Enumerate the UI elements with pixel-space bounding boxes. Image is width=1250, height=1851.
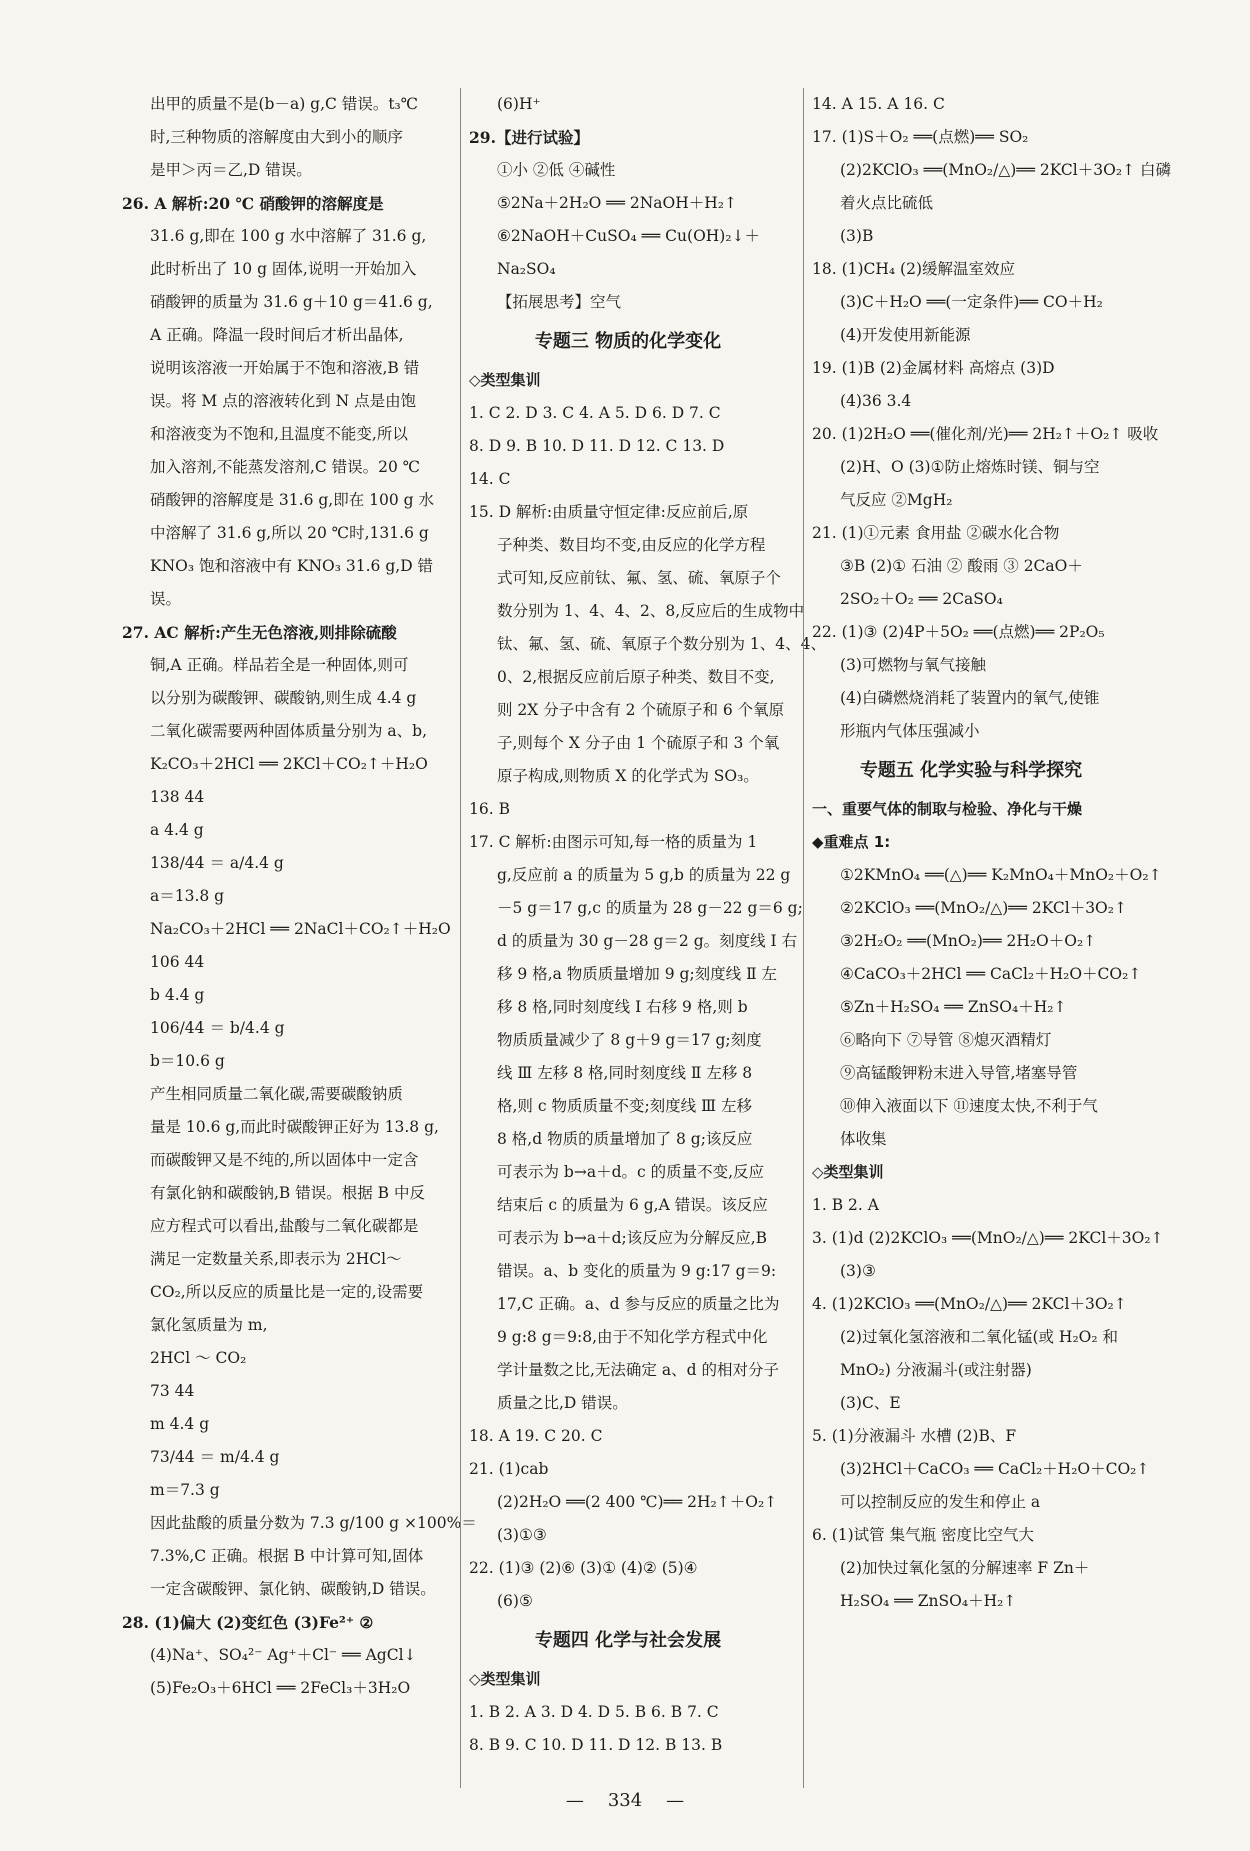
text-line: m＝7.3 g <box>150 1481 220 1499</box>
text-line: (2)加快过氧化氢的分解速率 F Zn＋ <box>840 1559 1090 1577</box>
text-line: 移 8 格,同时刻度线 Ⅰ 右移 9 格,则 b <box>497 998 748 1016</box>
text-line: 16. B <box>469 800 510 818</box>
text-line: m 4.4 g <box>150 1415 210 1433</box>
text-line: 29.【进行试验】 <box>469 128 589 147</box>
text-line: H₂SO₄ ══ ZnSO₄＋H₂↑ <box>840 1592 1017 1610</box>
text-line: 出甲的质量不是(b－a) g,C 错误。t₃℃ <box>150 95 419 113</box>
text-line: 可表示为 b→a＋d。c 的质量不变,反应 <box>497 1163 765 1181</box>
text-line: 误。将 M 点的溶液转化到 N 点是由饱 <box>150 392 417 410</box>
text-line: a＝13.8 g <box>150 887 225 905</box>
text-line: ①小 ②低 ④碱性 <box>497 161 616 179</box>
text-line: 5. (1)分液漏斗 水槽 (2)B、F <box>812 1427 1017 1445</box>
text-line: ⑥2NaOH＋CuSO₄ ══ Cu(OH)₂↓＋ <box>497 227 761 245</box>
text-line: 说明该溶液一开始属于不饱和溶液,B 错 <box>150 359 420 377</box>
text-line: (2)过氧化氢溶液和二氧化锰(或 H₂O₂ 和 <box>840 1328 1119 1346</box>
text-line: 18. A 19. C 20. C <box>469 1427 603 1445</box>
text-line: 错误。a、b 变化的质量为 9 g:17 g＝9: <box>497 1262 777 1280</box>
text-line: (3)③ <box>840 1262 876 1280</box>
text-line: 以分别为碳酸钾、碳酸钠,则生成 4.4 g <box>150 689 417 707</box>
text-line: 19. (1)B (2)金属材料 高熔点 (3)D <box>812 359 1055 377</box>
text-line: 格,则 c 物质质量不变;刻度线 Ⅲ 左移 <box>497 1097 752 1115</box>
text-line: 28. (1)偏大 (2)变红色 (3)Fe²⁺ ② <box>122 1613 374 1632</box>
text-line: (3)B <box>840 227 874 245</box>
text-line: 17. (1)S＋O₂ ══(点燃)══ SO₂ <box>812 128 1029 146</box>
text-line: ①2KMnO₄ ══(△)══ K₂MnO₄＋MnO₂＋O₂↑ <box>840 866 1162 884</box>
text-line: 21. (1)cab <box>469 1460 549 1478</box>
text-line: (4)白磷燃烧消耗了装置内的氧气,使锥 <box>840 689 1100 707</box>
text-line: 误。 <box>150 590 182 608</box>
text-line: 14. C <box>469 470 511 488</box>
text-line: 产生相同质量二氧化碳,需要碳酸钠质 <box>150 1085 403 1103</box>
text-line: 则 2X 分子中含有 2 个硫原子和 6 个氧原 <box>497 701 785 719</box>
section-heading: 专题五 化学实验与科学探究 <box>859 760 1083 781</box>
text-line: 加入溶剂,不能蒸发溶剂,C 错误。20 ℃ <box>150 458 421 476</box>
text-line: (4)Na⁺、SO₄²⁻ Ag⁺＋Cl⁻ ══ AgCl↓ <box>150 1646 417 1664</box>
page-number-value: 334 <box>607 1790 643 1811</box>
text-line: (2)2H₂O ══(2 400 ℃)══ 2H₂↑＋O₂↑ <box>497 1493 778 1511</box>
text-line: 量是 10.6 g,而此时碳酸钾正好为 13.8 g, <box>150 1118 439 1136</box>
text-line: 和溶液变为不饱和,且温度不能变,所以 <box>150 425 408 443</box>
text-line: 106/44 ＝ b/4.4 g <box>150 1019 285 1037</box>
text-line: 0、2,根据反应前后原子种类、数目不变, <box>497 668 775 686</box>
text-line: 硝酸钾的溶解度是 31.6 g,即在 100 g 水 <box>150 491 435 509</box>
text-line: 17. C 解析:由图示可知,每一格的质量为 1 <box>469 833 758 851</box>
text-line: 2HCl ～ CO₂ <box>150 1349 247 1367</box>
text-line: Na₂SO₄ <box>497 260 556 278</box>
text-line: 钛、氟、氢、硫、氧原子个数分别为 1、4、4、 <box>497 635 827 653</box>
text-line: (3)①③ <box>497 1526 547 1544</box>
text-line: 体收集 <box>840 1130 887 1148</box>
subsection-heading: ◇类型集训 <box>469 371 541 389</box>
text-line: 106 44 <box>150 953 205 971</box>
text-line: 满足一定数量关系,即表示为 2HCl～ <box>150 1250 402 1268</box>
text-line: 22. (1)③ (2)⑥ (3)① (4)② (5)④ <box>469 1559 698 1577</box>
text-line: 18. (1)CH₄ (2)缓解温室效应 <box>812 260 1016 278</box>
text-line: 8. B 9. C 10. D 11. D 12. B 13. B <box>469 1736 723 1754</box>
text-line: 1. C 2. D 3. C 4. A 5. D 6. D 7. C <box>469 404 721 422</box>
text-line: A 正确。降温一段时间后才析出晶体, <box>150 326 404 344</box>
page-number: — 334 — <box>565 1790 685 1811</box>
text-line: 21. (1)①元素 食用盐 ②碳水化合物 <box>812 524 1060 542</box>
text-line: 结束后 c 的质量为 6 g,A 错误。该反应 <box>497 1196 768 1214</box>
text-line: 2SO₂＋O₂ ══ 2CaSO₄ <box>840 590 1003 608</box>
text-line: 9 g:8 g＝9:8,由于不知化学方程式中化 <box>497 1328 768 1346</box>
text-line: 硝酸钾的质量为 31.6 g＋10 g＝41.6 g, <box>150 293 433 311</box>
text-line: 4. (1)2KClO₃ ══(MnO₂/△)══ 2KCl＋3O₂↑ <box>812 1295 1127 1313</box>
text-line: 可以控制反应的发生和停止 a <box>840 1493 1041 1511</box>
text-line: (3)C、E <box>840 1394 901 1412</box>
text-line: (6)H⁺ <box>497 95 541 113</box>
text-line: 31.6 g,即在 100 g 水中溶解了 31.6 g, <box>150 227 427 245</box>
text-line: (4)36 3.4 <box>840 392 912 410</box>
text-line: 15. D 解析:由质量守恒定律:反应前后,原 <box>469 503 749 521</box>
text-line: 20. (1)2H₂O ══(催化剂/光)══ 2H₂↑＋O₂↑ 吸收 <box>812 425 1159 443</box>
text-line: 7.3%,C 正确。根据 B 中计算可知,固体 <box>150 1547 424 1565</box>
text-line: 此时析出了 10 g 固体,说明一开始加入 <box>150 260 417 278</box>
text-line: (3)C＋H₂O ══(一定条件)══ CO＋H₂ <box>840 293 1103 311</box>
text-line: 形瓶内气体压强减小 <box>840 722 980 740</box>
text-line: ⑤2Na＋2H₂O ══ 2NaOH＋H₂↑ <box>497 194 737 212</box>
text-line: 1. B 2. A <box>812 1196 879 1214</box>
text-line: 17,C 正确。a、d 参与反应的质量之比为 <box>497 1295 780 1313</box>
text-line: 应方程式可以看出,盐酸与二氧化碳都是 <box>150 1217 419 1235</box>
subsection-heading: ◇类型集训 <box>812 1163 884 1181</box>
column-left <box>122 88 477 1705</box>
subsection-heading: ◇类型集训 <box>469 1670 541 1688</box>
text-line: 原子构成,则物质 X 的化学式为 SO₃。 <box>497 767 759 785</box>
text-line: 子种类、数目均不变,由反应的化学方程 <box>497 536 766 554</box>
text-line: 8. D 9. B 10. D 11. D 12. C 13. D <box>469 437 725 455</box>
text-line: CO₂,所以反应的质量比是一定的,设需要 <box>150 1283 424 1301</box>
text-line: ⑨高锰酸钾粉末进入导管,堵塞导管 <box>840 1064 1078 1082</box>
text-line: 【拓展思考】空气 <box>497 293 622 311</box>
text-line: ⑥略向下 ⑦导管 ⑧熄灭酒精灯 <box>840 1031 1052 1049</box>
text-line: 3. (1)d (2)2KClO₃ ══(MnO₂/△)══ 2KCl＋3O₂↑ <box>812 1229 1164 1247</box>
text-line: (3)可燃物与氧气接触 <box>840 656 986 674</box>
text-line: 时,三种物质的溶解度由大到小的顺序 <box>150 128 403 146</box>
text-line: 8 格,d 物质的质量增加了 8 g;该反应 <box>497 1130 753 1148</box>
text-line: ⑤Zn＋H₂SO₄ ══ ZnSO₄＋H₂↑ <box>840 998 1067 1016</box>
text-line: 14. A 15. A 16. C <box>812 95 945 113</box>
text-line: 26. A 解析:20 ℃ 硝酸钾的溶解度是 <box>122 194 384 213</box>
text-line: 线 Ⅲ 左移 8 格,同时刻度线 Ⅱ 左移 8 <box>497 1064 753 1082</box>
text-line: 式可知,反应前钛、氟、氢、硫、氧原子个 <box>497 569 781 587</box>
text-line: K₂CO₃＋2HCl ══ 2KCl＋CO₂↑＋H₂O <box>150 755 428 773</box>
text-line: 73/44 ＝ m/4.4 g <box>150 1448 280 1466</box>
text-line: 73 44 <box>150 1382 195 1400</box>
text-line: 质量之比,D 错误。 <box>497 1394 628 1412</box>
column-middle <box>460 88 827 1788</box>
text-line: 是甲＞丙＝乙,D 错误。 <box>150 161 312 179</box>
text-line: ⑩伸入液面以下 ⑪速度太快,不利于气 <box>840 1097 1098 1115</box>
text-line: (4)开发使用新能源 <box>840 326 971 344</box>
text-line: 中溶解了 31.6 g,所以 20 ℃时,131.6 g <box>150 524 429 542</box>
text-line: 138/44 ＝ a/4.4 g <box>150 854 284 872</box>
text-line: KNO₃ 饱和溶液中有 KNO₃ 31.6 g,D 错 <box>150 557 434 575</box>
text-line: (3)2HCl＋CaCO₃ ══ CaCl₂＋H₂O＋CO₂↑ <box>840 1460 1150 1478</box>
text-line: 22. (1)③ (2)4P＋5O₂ ══(点燃)══ 2P₂O₅ <box>812 623 1105 641</box>
text-line: 可表示为 b→a＋d;该反应为分解反应,B <box>497 1229 768 1247</box>
text-line: 6. (1)试管 集气瓶 密度比空气大 <box>812 1526 1035 1544</box>
text-line: (2)H、O (3)①防止熔炼时镁、铜与空 <box>840 458 1100 476</box>
text-line: MnO₂) 分液漏斗(或注射器) <box>840 1361 1032 1379</box>
column-right <box>803 88 1171 1788</box>
text-line: a 4.4 g <box>150 821 204 839</box>
text-line: 物质质量减少了 8 g＋9 g＝17 g;刻度 <box>497 1031 762 1049</box>
text-line: d 的质量为 30 g－28 g＝2 g。刻度线 Ⅰ 右 <box>497 932 798 950</box>
text-line: 数分别为 1、4、4、2、8,反应后的生成物中 <box>497 602 805 620</box>
text-line: 138 44 <box>150 788 205 806</box>
section-heading: 专题四 化学与社会发展 <box>534 1630 722 1651</box>
text-line: 一定含碳酸钾、氯化钠、碳酸钠,D 错误。 <box>150 1580 436 1598</box>
text-line: 有氯化钠和碳酸钠,B 错误。根据 B 中反 <box>150 1184 425 1202</box>
text-line: 铜,A 正确。样品若全是一种固体,则可 <box>150 656 409 674</box>
text-line: 二氧化碳需要两种固体质量分别为 a、b, <box>150 722 428 740</box>
section-heading: 专题三 物质的化学变化 <box>534 331 722 352</box>
text-line: 1. B 2. A 3. D 4. D 5. B 6. B 7. C <box>469 1703 719 1721</box>
text-line: 因此盐酸的质量分数为 7.3 g/100 g ×100%＝ <box>150 1514 477 1532</box>
text-line: 27. AC 解析:产生无色溶液,则排除硫酸 <box>122 623 397 642</box>
text-line: 学计量数之比,无法确定 a、d 的相对分子 <box>497 1361 779 1379</box>
text-line: (5)Fe₂O₃＋6HCl ══ 2FeCl₃＋3H₂O <box>150 1679 411 1697</box>
text-line: ③B (2)① 石油 ② 酸雨 ③ 2CaO＋ <box>840 557 1083 575</box>
text-line: 而碳酸钾又是不纯的,所以固体中一定含 <box>150 1151 419 1169</box>
text-line: 氯化氢质量为 m, <box>150 1316 268 1334</box>
text-line: ④CaCO₃＋2HCl ══ CaCl₂＋H₂O＋CO₂↑ <box>840 965 1142 983</box>
text-line: ③2H₂O₂ ══(MnO₂)══ 2H₂O＋O₂↑ <box>840 932 1097 950</box>
subsection-heading: 一、重要气体的制取与检验、净化与干燥 <box>812 800 1083 818</box>
text-line: 着火点比硫低 <box>840 194 934 212</box>
text-line: ②2KClO₃ ══(MnO₂/△)══ 2KCl＋3O₂↑ <box>840 899 1127 917</box>
text-line: (2)2KClO₃ ══(MnO₂/△)══ 2KCl＋3O₂↑ 白磷 <box>840 161 1171 179</box>
text-line: b 4.4 g <box>150 986 205 1004</box>
text-line: 气反应 ②MgH₂ <box>840 491 953 509</box>
text-line: g,反应前 a 的质量为 5 g,b 的质量为 22 g <box>497 866 791 884</box>
text-line: b＝10.6 g <box>150 1052 225 1070</box>
text-line: 子,则每个 X 分子由 1 个硫原子和 3 个氧 <box>497 734 780 752</box>
text-line: 移 9 格,a 物质质量增加 9 g;刻度线 Ⅱ 左 <box>497 965 778 983</box>
text-line: (6)⑤ <box>497 1592 533 1610</box>
text-line: －5 g＝17 g,c 的质量为 28 g－22 g＝6 g; <box>497 899 803 917</box>
subsection-heading: ◆重难点 1: <box>812 833 891 851</box>
text-line: Na₂CO₃＋2HCl ══ 2NaCl＋CO₂↑＋H₂O <box>150 920 451 938</box>
